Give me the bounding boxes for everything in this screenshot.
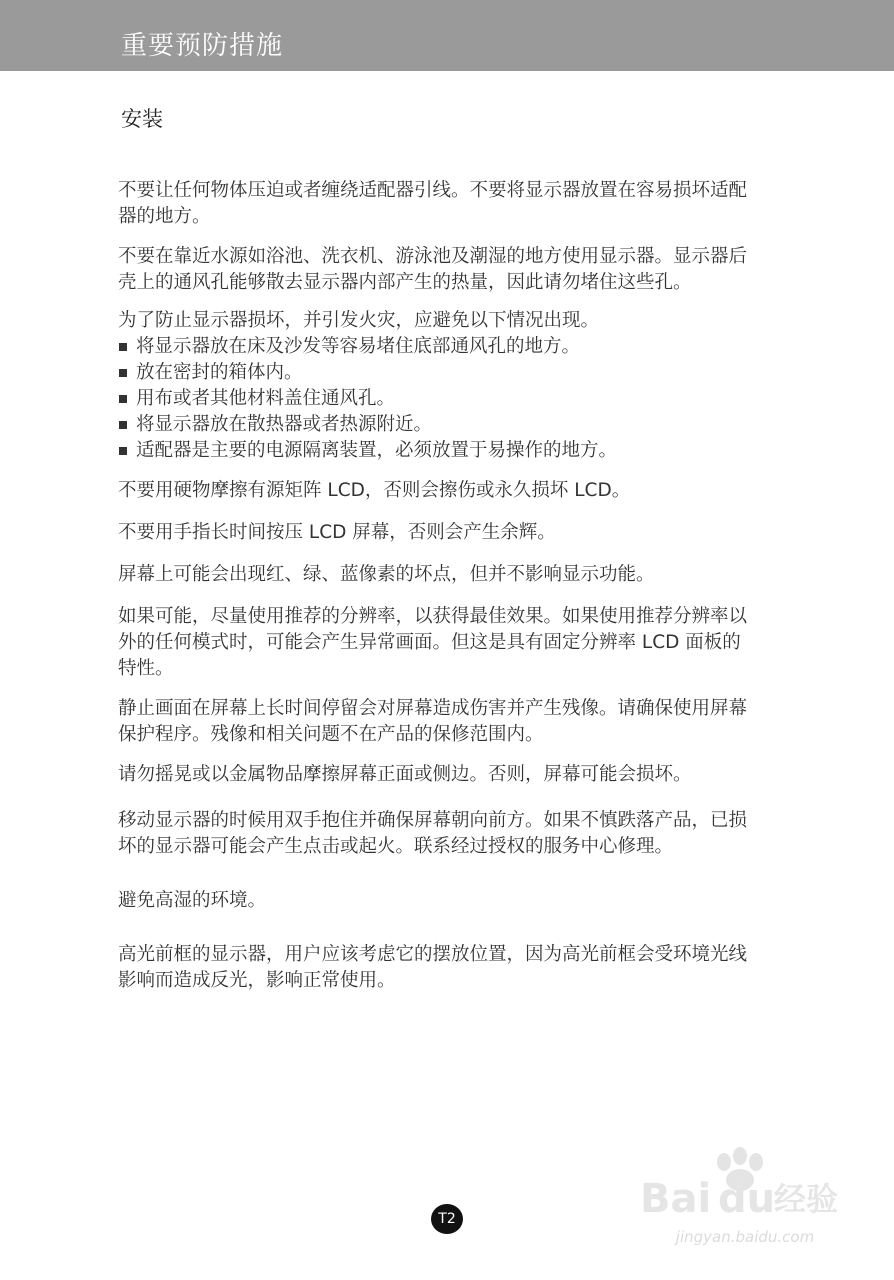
svg-text:du: du <box>718 1176 776 1222</box>
paragraph-scratch: 不要用硬物摩擦有源矩阵 LCD，否则会擦伤或永久损坏 LCD。 <box>118 480 631 501</box>
content-body <box>118 178 758 994</box>
list-item: 将显示器放在散热器或者热源附近。 <box>118 412 758 438</box>
baidu-watermark <box>640 1140 850 1270</box>
paragraph-water: 不要在靠近水源如浴池、洗衣机、游泳池及潮湿的地方使用显示器。显示器后壳上的通风孔能够散去显示器内部产生的热量，因此请勿堵住这些孔。 <box>118 246 748 293</box>
paragraph-press: 不要用手指长时间按压 LCD 屏幕，否则会产生余辉。 <box>118 522 556 543</box>
paragraph-resolution: 如果可能，尽量使用推荐的分辨率，以获得最佳效果。如果使用推荐分辨率以外的任何模式时，可能会产生异常画面。但这是具有固定分辨率 LCD 面板的特性。 <box>118 606 748 679</box>
svg-text:Bai: Bai <box>640 1176 712 1222</box>
paragraph-pixels: 屏幕上可能会出现红、绿、蓝像素的坏点，但并不影响显示功能。 <box>118 564 655 585</box>
paragraph-fire: 为了防止显示器损坏，并引发火灾，应避免以下情况出现。 <box>118 310 600 331</box>
page-title: 重要预防措施 <box>121 31 284 61</box>
page-header <box>0 0 894 71</box>
paragraph-image-retention: 静止画面在屏幕上长时间停留会对屏幕造成伤害并产生残像。请确保使用屏幕保护程序。残像和相关问题不在产品的保修范围内。 <box>118 698 748 745</box>
paragraph-glossy-bezel: 高光前框的显示器，用户应该考虑它的摆放位置，因为高光前框会受环境光线影响而造成反光，影响正常使用。 <box>118 944 748 991</box>
list-item: 将显示器放在床及沙发等容易堵住底部通风孔的地方。 <box>118 334 758 360</box>
watermark-domain: jingyan.baidu.com <box>675 1228 815 1246</box>
paragraph-humidity: 避免高湿的环境。 <box>118 890 267 911</box>
list-item: 放在密封的箱体内。 <box>118 360 758 386</box>
svg-text:经验: 经验 <box>774 1180 839 1218</box>
list-item: 用布或者其他材料盖住通风孔。 <box>118 386 758 412</box>
baidu-jingyan-logo <box>640 1140 850 1230</box>
page-number: T2 <box>431 1204 463 1234</box>
list-item: 适配器是主要的电源隔离装置，必须放置于易操作的地方。 <box>118 438 758 464</box>
paragraph-adapter: 不要让任何物体压迫或者缠绕适配器引线。不要将显示器放置在容易损坏适配器的地方。 <box>118 180 748 227</box>
paragraph-shake: 请勿摇晃或以金属物品摩擦屏幕正面或侧边。否则，屏幕可能会损坏。 <box>118 764 692 785</box>
section-title: 安装 <box>121 107 163 131</box>
paragraph-moving: 移动显示器的时候用双手抱住并确保屏幕朝向前方。如果不慎跌落产品，已损坏的显示器可能会产生点击或起火。联系经过授权的服务中心修理。 <box>118 810 748 857</box>
bullet-list <box>118 334 758 464</box>
